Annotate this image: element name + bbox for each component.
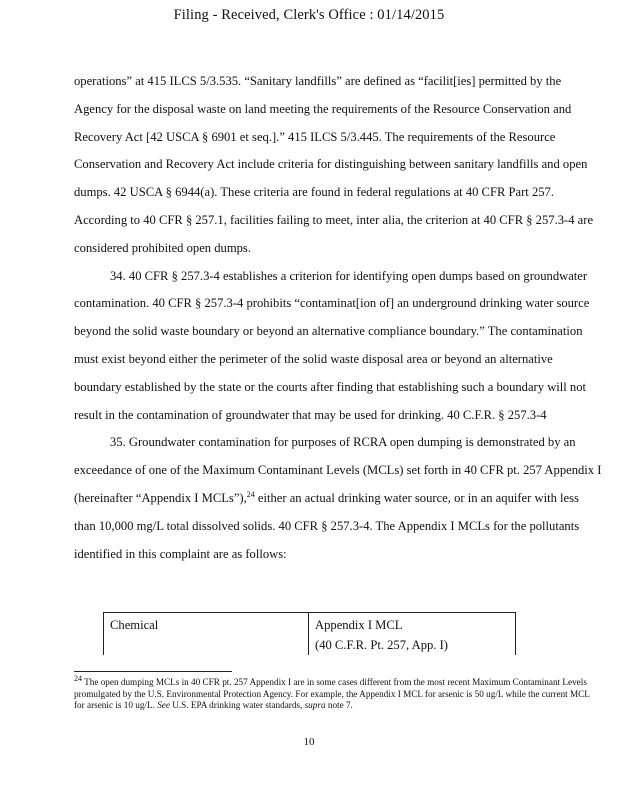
table-header-mcl xyxy=(309,613,515,655)
footnote-ref-24[interactable]: 24 xyxy=(246,489,255,499)
footnote-text: The open dumping MCLs in 40 CFR pt. 257 Appendix I are in some cases different from the most recent Maximum Contaminant Levels promulgated by the U.S. Environmental Protection Agency. For example, the Appendix I MCL for arsenic is 50 ug/L while the current MCL for arsenic is 10 ug/L. xyxy=(74,677,590,710)
filing-header: Filing - Received, Clerk's Office : 01/14/2015 xyxy=(173,7,445,23)
paragraph-33-continued: operations” at 415 ILCS 5/3.535. “Sanitary landfills” are defined as “facilit[ies] permitted by the Agency for the disposal waste on land meeting the requirements of the Resource Conservation and Recovery Act [42 USCA § 6901 et seq.].” 415 ILCS 5/3.445. The requirements of the Resource Conservation and Recovery Act include criteria for distinguishing between sanitary landfills and open dumps. 42 USCA § 6944(a). These criteria are found in federal regulations at 40 CFR Part 257. According to 40 CFR § 257.1, facilities failing to meet, inter alia, the criterion at 40 CFR § 257.3-4 are considered prohibited open dumps. xyxy=(74,74,594,255)
paragraph-35-text: 35. Groundwater contamination for purposes of RCRA open dumping is demonstrated by an exceedance of one of the Maximum Contaminant Levels (MCLs) set forth in 40 CFR pt. 257 Appendix I (hereinafter “Appendix I MCLs”), xyxy=(74,435,602,505)
page-number: 10 xyxy=(303,736,315,748)
paragraph-34: 34. 40 CFR § 257.3-4 establishes a criterion for identifying open dumps based on groundwater contamination. 40 CFR § 257.3-4 prohibits “contaminat[ion of] an underground drinking water source beyond the solid waste boundary or beyond an alternative compliance boundary.” The contamination must exist beyond either the perimeter of the solid waste disposal area or beyond an alternative boundary established by the state or the courts after finding that establishing such a boundary will not result in the contamination of groundwater that may be used for drinking. 40 C.F.R. § 257.3-4 xyxy=(74,268,590,422)
table-header-mcl-line2: (40 C.F.R. Pt. 257, App. I) xyxy=(315,638,448,652)
footnote-divider xyxy=(74,671,232,672)
footnote-text-3: note 7. xyxy=(325,700,353,710)
paragraph-35 xyxy=(74,429,602,568)
paragraph-35-text-cont: either an actual drinking water source, or in an aquifer with less than 10,000 mg/L total dissolved solids. 40 CFR § 257.3-4. The Appendix I MCLs for the pollutants identified in this complaint are as follows: xyxy=(74,490,580,561)
footnote-text-2: U.S. EPA drinking water standards, xyxy=(169,700,305,710)
table-header-chemical: Chemical xyxy=(104,613,309,655)
document-body xyxy=(74,68,602,568)
table-header-mcl-line1: Appendix I MCL xyxy=(315,618,403,632)
footnote-number: 24 xyxy=(74,673,82,683)
footnote-24 xyxy=(74,673,602,712)
footnote-supra: supra xyxy=(304,700,326,710)
footnote-see: See xyxy=(157,700,170,710)
mcl-table xyxy=(103,612,516,655)
